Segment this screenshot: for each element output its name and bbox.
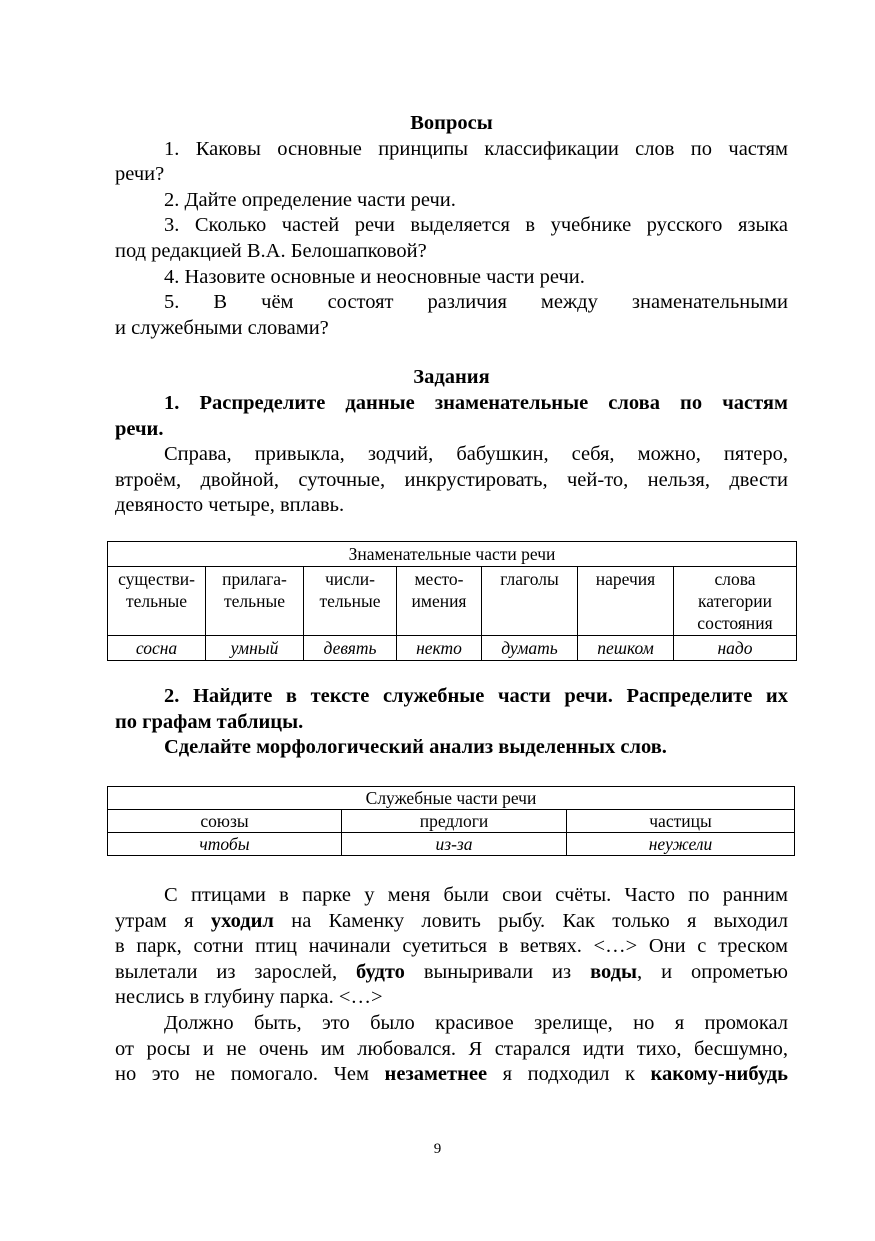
words-line-3: девяносто четыре, вплавь. (115, 494, 345, 517)
task-1-line-1: 1. Распределите данные знаменательные слова по частям (164, 391, 788, 414)
passage (115, 883, 788, 1088)
task-2-block (115, 684, 788, 761)
tasks-heading: Задания (413, 366, 490, 389)
question-4: 4. Назовите основные и неосновные части речи. (164, 265, 585, 288)
column-header-verbs: глаголы (482, 567, 578, 636)
highlighted-word: воды (590, 960, 638, 983)
column-header-nouns: существи- тельные (108, 567, 206, 636)
passage-p2-line-3: но это не помогало. Чем незаметнее я подходил к какому-нибудь (115, 1063, 788, 1086)
passage-p1-line-5: неслись в глубину парка. <…> (115, 986, 383, 1009)
questions-heading: Вопросы (410, 112, 493, 134)
question-1-line-1: 1. Каковы основные принципы классификации слов по частям (164, 137, 788, 160)
highlighted-word: будто (356, 960, 405, 983)
passage-p1-line-1: С птицами в парке у меня были свои счёты. Часто по ранним (164, 884, 788, 906)
passage-p1-line-4: вылетали из зарослей, будто выныривали из воды, и опрометью (115, 960, 788, 983)
highlighted-word: незаметнее (384, 1063, 488, 1086)
task-2-line-2: по графам таблицы. (115, 710, 304, 733)
words-line-1: Справа, привыкла, зодчий, бабушкин, себя, можно, пятеро, (164, 443, 788, 466)
highlighted-word: какому-нибудь (650, 1063, 788, 1086)
question-5-line-1: 5. В чём состоят различия между знаменательными (164, 291, 788, 314)
page-number: 9 (433, 1141, 442, 1157)
column-header-conjunctions: союзы (108, 810, 342, 833)
example-pronoun: некто (397, 636, 482, 661)
task-1-line-2: речи. (115, 417, 164, 440)
highlighted-word: уходил (210, 909, 274, 932)
passage-p1-line-2: утрам я уходил на Каменку ловить рыбу. Как только я выходил (115, 909, 788, 932)
notional-parts-table (107, 541, 797, 661)
column-header-numerals: числи- тельные (304, 567, 397, 636)
example-particle: неужели (567, 833, 795, 856)
question-3-line-1: 3. Сколько частей речи выделяется в учебнике русского языка (164, 214, 788, 237)
question-1-line-2: речи? (115, 163, 165, 186)
page-content (115, 111, 788, 519)
example-numeral: девять (304, 636, 397, 661)
example-verb: думать (482, 636, 578, 661)
example-adjective: умный (206, 636, 304, 661)
function-table-title: Служебные части речи (108, 787, 795, 810)
example-conjunction: чтобы (108, 833, 342, 856)
example-state-word: надо (674, 636, 797, 661)
function-words-table (107, 786, 795, 856)
column-header-adjectives: прилага- тельные (206, 567, 304, 636)
column-header-prepositions: предлоги (342, 810, 567, 833)
column-header-particles: частицы (567, 810, 795, 833)
passage-p2-line-1: Должно быть, это было красивое зрелище, но я промокал (164, 1011, 788, 1034)
passage-p2-line-2: от росы и не очень им любовался. Я старался идти тихо, бесшумно, (115, 1037, 788, 1060)
task-2-line-1: 2. Найдите в тексте служебные части речи. Распределите их (164, 685, 788, 707)
column-header-adverbs: наречия (578, 567, 674, 636)
example-noun: сосна (108, 636, 206, 661)
example-adverb: пешком (578, 636, 674, 661)
passage-p1-line-3: в парк, сотни птиц начинали суетиться в ветвях. <…> Они с треском (115, 935, 788, 958)
column-header-pronouns: место- имения (397, 567, 482, 636)
task-2-line-3: Сделайте морфологический анализ выделенных слов. (164, 736, 667, 759)
notional-table-title: Знаменательные части речи (108, 542, 797, 567)
question-2: 2. Дайте определение части речи. (164, 188, 456, 211)
column-header-state-words: слова категории состояния (674, 567, 797, 636)
example-preposition: из-за (342, 833, 567, 856)
words-line-2: втроём, двойной, суточные, инкрустировать, чей-то, нельзя, двести (115, 468, 788, 491)
question-3-line-2: под редакцией В.А. Белошапковой? (115, 239, 427, 262)
question-5-line-2: и служебными словами? (115, 316, 329, 339)
